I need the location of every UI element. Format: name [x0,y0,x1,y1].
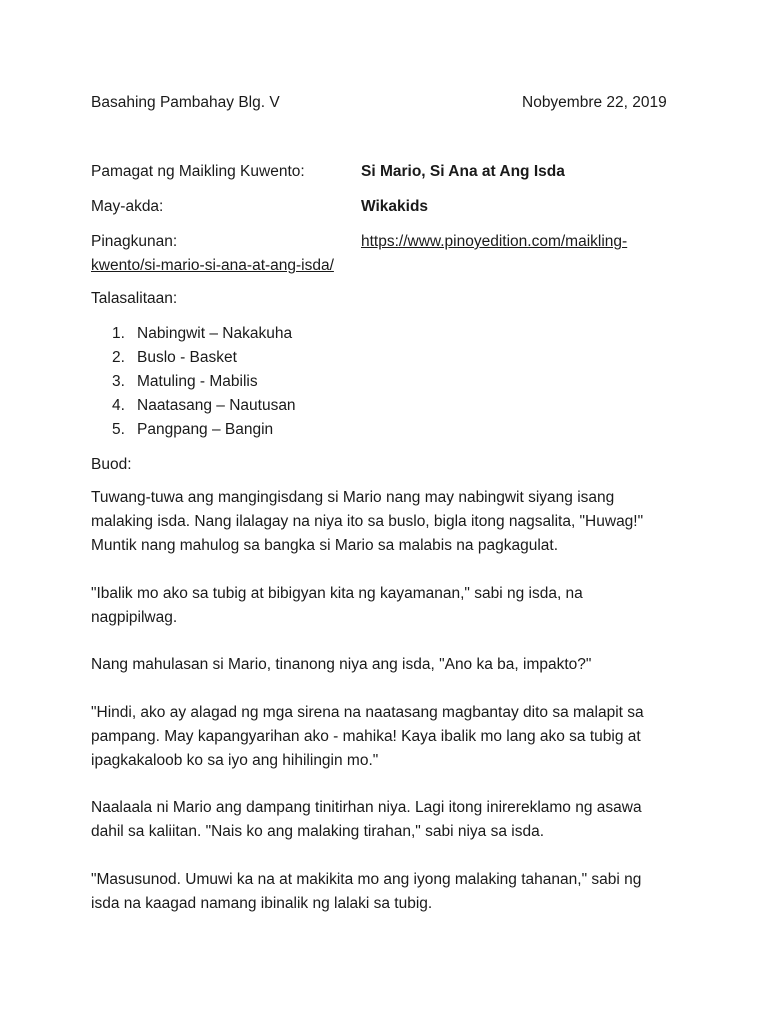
source-link-part1[interactable]: https://www.pinoyedition.com/maikling- [361,233,628,250]
document-title: Basahing Pambahay Blg. V [91,94,280,111]
paragraph-line: isda na kaagad namang ibinalik ng lalaki sa tubig. [91,895,433,912]
story-title-value: Si Mario, Si Ana at Ang Isda [361,163,565,180]
vocabulary-text: Matuling - Mabilis [137,373,258,390]
paragraph-line: "Masusunod. Umuwi ka na at makikita mo ang iyong malaking tahanan," sabi ng [91,871,642,888]
vocabulary-text: Nabingwit – Nakakuha [137,325,293,342]
summary-paragraph-2 [91,582,691,630]
vocabulary-list [112,322,296,442]
vocabulary-text: Naatasang – Nautusan [137,397,296,414]
paragraph-line: Tuwang-tuwa ang mangingisdang si Mario nang may nabingwit siyang isang [91,489,615,506]
author-value: Wikakids [361,198,429,215]
paragraph-line: "Ibalik mo ako sa tubig at bibigyan kita ng kayamanan," sabi ng isda, na [91,585,583,602]
paragraph-line: pampang. May kapangyarihan ako - mahika! Kaya ibalik mo lang ako sa tubig at [91,728,641,745]
vocabulary-number: 1. [112,325,125,342]
vocabulary-text: Pangpang – Bangin [137,421,274,438]
paragraph-line: dahil sa kaliitan. "Nais ko ang malaking tirahan," sabi niya sa isda. [91,823,544,840]
story-title-label: Pamagat ng Maikling Kuwento: [91,163,305,180]
summary-paragraph-5 [91,796,691,844]
source-link-part2[interactable]: kwento/si-mario-si-ana-at-ang-isda/ [91,257,334,274]
document-date: Nobyembre 22, 2019 [522,94,667,111]
summary-heading: Buod: [91,456,132,473]
paragraph-line: "Hindi, ako ay alagad ng mga sirena na naatasang magbantay dito sa malapit sa [91,704,644,721]
vocabulary-heading: Talasalitaan: [91,290,178,307]
paragraph-line: Muntik nang mahulog sa bangka si Mario sa malabis na pagkagulat. [91,537,558,554]
paragraph-line: nagpipilwag. [91,609,178,626]
summary-paragraph-6 [91,868,691,916]
source-label: Pinagkunan: [91,233,178,250]
vocabulary-item [112,370,296,394]
vocabulary-text: Buslo - Basket [137,349,237,366]
author-label: May-akda: [91,198,164,215]
paragraph-line: Nang mahulasan si Mario, tinanong niya ang isda, "Ano ka ba, impakto?" [91,656,592,673]
summary-paragraph-4 [91,701,691,773]
vocabulary-number: 5. [112,421,125,438]
vocabulary-number: 4. [112,397,125,414]
vocabulary-item [112,346,296,370]
paragraph-line: malaking isda. Nang ilalagay na niya ito sa buslo, bigla itong nagsalita, "Huwag!" [91,513,644,530]
summary-paragraph-3 [91,653,691,677]
vocabulary-item [112,322,296,346]
vocabulary-item [112,418,296,442]
summary-paragraph-1 [91,486,691,558]
paragraph-line: Naalaala ni Mario ang dampang tinitirhan niya. Lagi itong inirereklamo ng asawa [91,799,642,816]
vocabulary-number: 2. [112,349,125,366]
vocabulary-number: 3. [112,373,125,390]
paragraph-line: ipagkakaloob ko sa iyo ang hihilingin mo." [91,752,379,769]
vocabulary-item [112,394,296,418]
